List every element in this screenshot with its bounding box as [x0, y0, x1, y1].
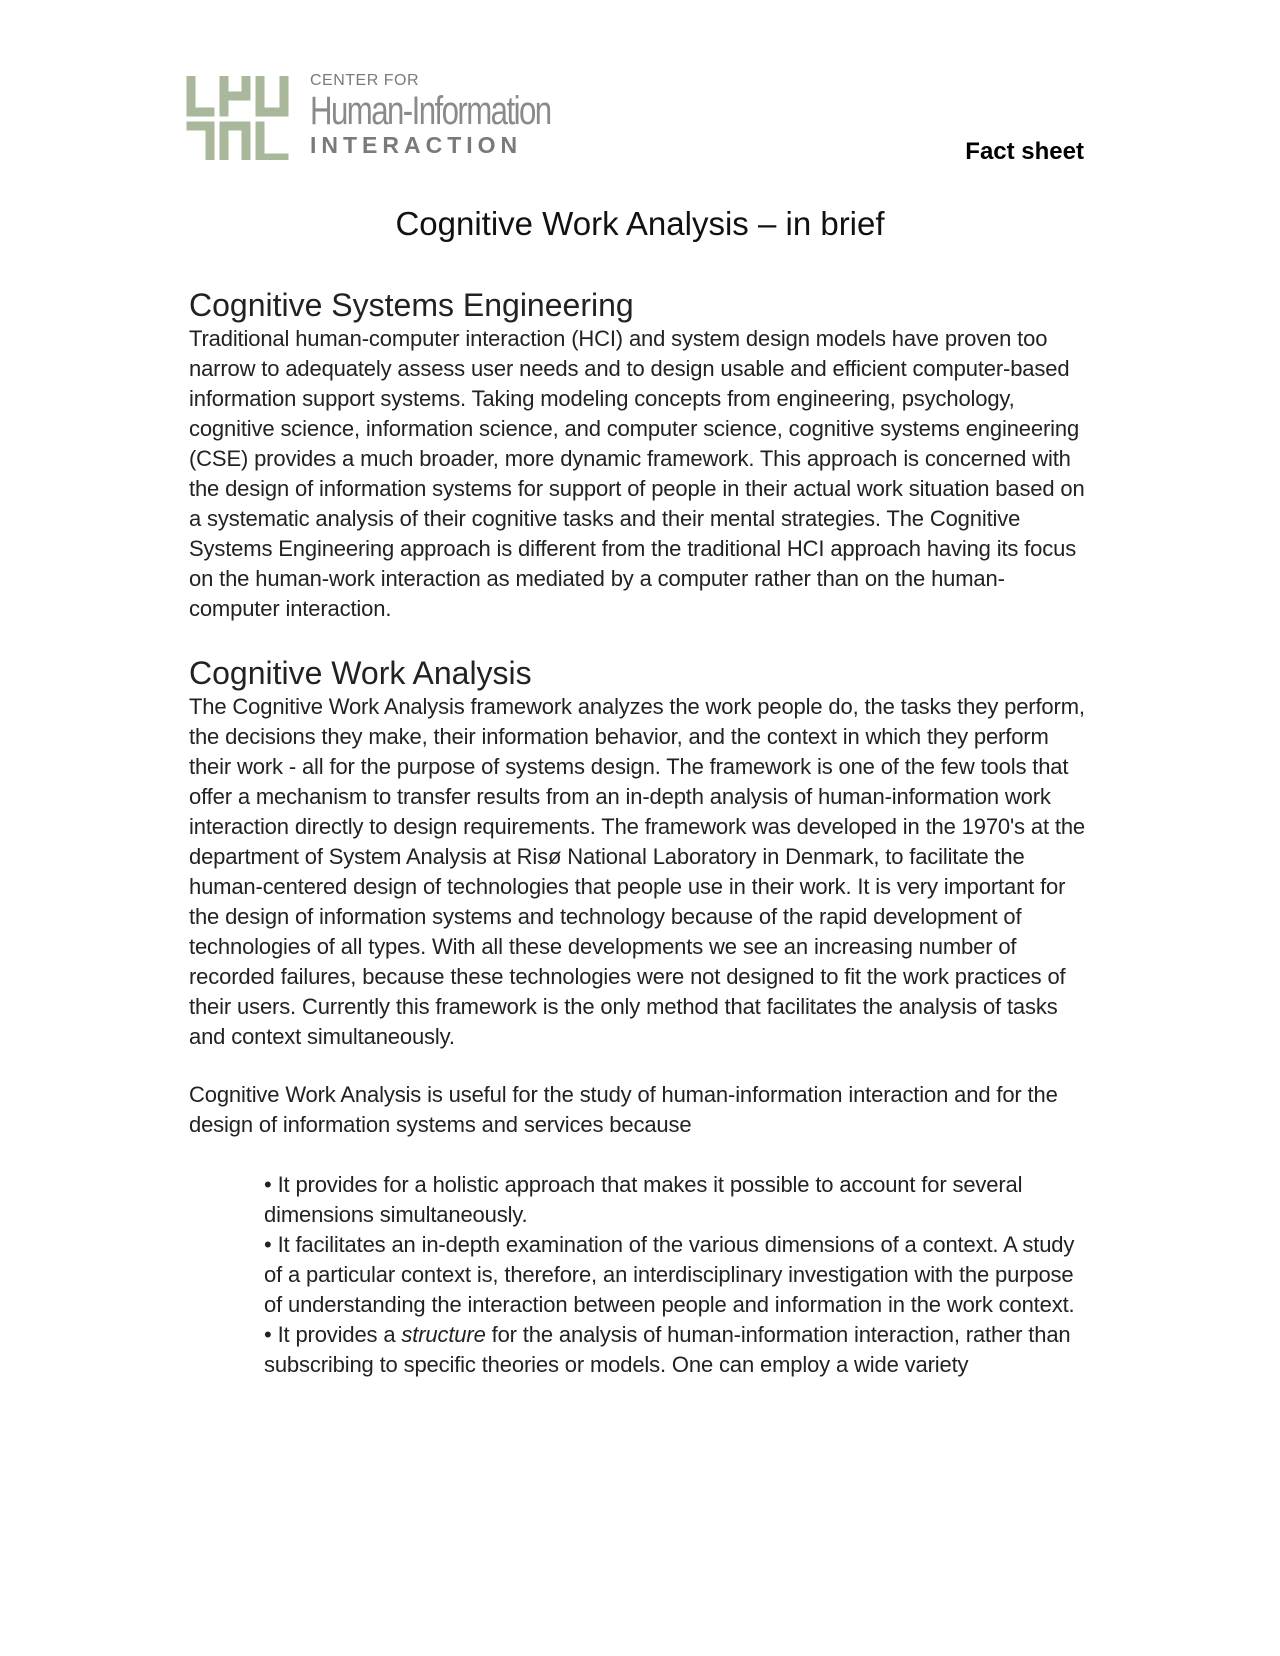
bullet-icon: •	[264, 1232, 272, 1257]
logo-wordmark	[310, 72, 570, 158]
benefits-list	[189, 1170, 1094, 1380]
list-item-text-before: It provides a	[277, 1322, 402, 1347]
document-body	[189, 286, 1094, 1380]
document-title: Cognitive Work Analysis – in brief	[395, 205, 885, 242]
fact-sheet-label: Fact sheet	[965, 138, 1084, 165]
logo-human-information: Human-Information	[310, 89, 551, 133]
list-item	[264, 1320, 1094, 1380]
section-heading: Cognitive Systems Engineering	[189, 287, 634, 323]
section-paragraph-intro-list: Cognitive Work Analysis is useful for the study of human-information interaction and for the design of information systems and services because	[189, 1082, 1058, 1137]
center-logo	[186, 72, 566, 164]
section-paragraph: Traditional human-computer interaction (HCI) and system design models have proven too narrow to adequately assess user needs and to design usable and efficient computer-based information support systems. Taking modeling concepts from engineering, psychology, cognitive science, information science, and computer science, cognitive systems engineering (CSE) provides a much broader, more dynamic framework. This approach is concerned with the design of information systems for support of people in their actual work situation based on a systematic analysis of their cognitive tasks and their mental strategies. The Cognitive Systems Engineering approach is different from the traditional HCI approach having its focus on the human-work interaction as mediated by a computer rather than on the human-computer interaction.	[189, 326, 1085, 621]
section-cognitive-work-analysis	[189, 654, 1094, 1380]
list-item-text: It facilitates an in-depth examination of the various dimensions of a context. A study of a particular context is, therefore, an interdisciplinary investigation with the purpose of understanding the interaction between people and information in the work context.	[264, 1232, 1075, 1317]
list-item-text-after: for the analysis of human-information interaction, rather than subscribing to specific theories or models. One can employ a wide variety	[264, 1322, 1071, 1377]
section-paragraph: The Cognitive Work Analysis framework analyzes the work people do, the tasks they perform, the decisions they make, their information behavior, and the context in which they perform their work - all for the purpose of systems design. The framework is one of the few tools that offer a mechanism to transfer results from an in-depth analysis of human-information work interaction directly to design requirements. The framework was developed in the 1970's at the department of System Analysis at Risø National Laboratory in Denmark, to facilitate the human-centered design of technologies that people use in their work. It is very important for the design of information systems and technology because of the rapid development of technologies of all types. With all these developments we see an increasing number of recorded failures, because these technologies were not designed to fit the work practices of their users. Currently this framework is the only method that facilitates the analysis of tasks and context simultaneously.	[189, 694, 1086, 1049]
logo-interaction: INTERACTION	[310, 132, 523, 158]
bullet-icon: •	[264, 1172, 272, 1197]
bullet-icon: •	[264, 1322, 272, 1347]
section-heading: Cognitive Work Analysis	[189, 655, 532, 691]
logo-center-for: CENTER FOR	[310, 72, 419, 89]
section-cognitive-systems-engineering	[189, 286, 1094, 624]
list-item	[264, 1170, 1094, 1230]
list-item	[264, 1230, 1094, 1320]
list-item-text: It provides for a holistic approach that makes it possible to account for several dimensions simultaneously.	[264, 1172, 1023, 1227]
hii-logo-mark-icon	[186, 76, 290, 160]
list-item-emphasis: structure	[401, 1322, 486, 1347]
